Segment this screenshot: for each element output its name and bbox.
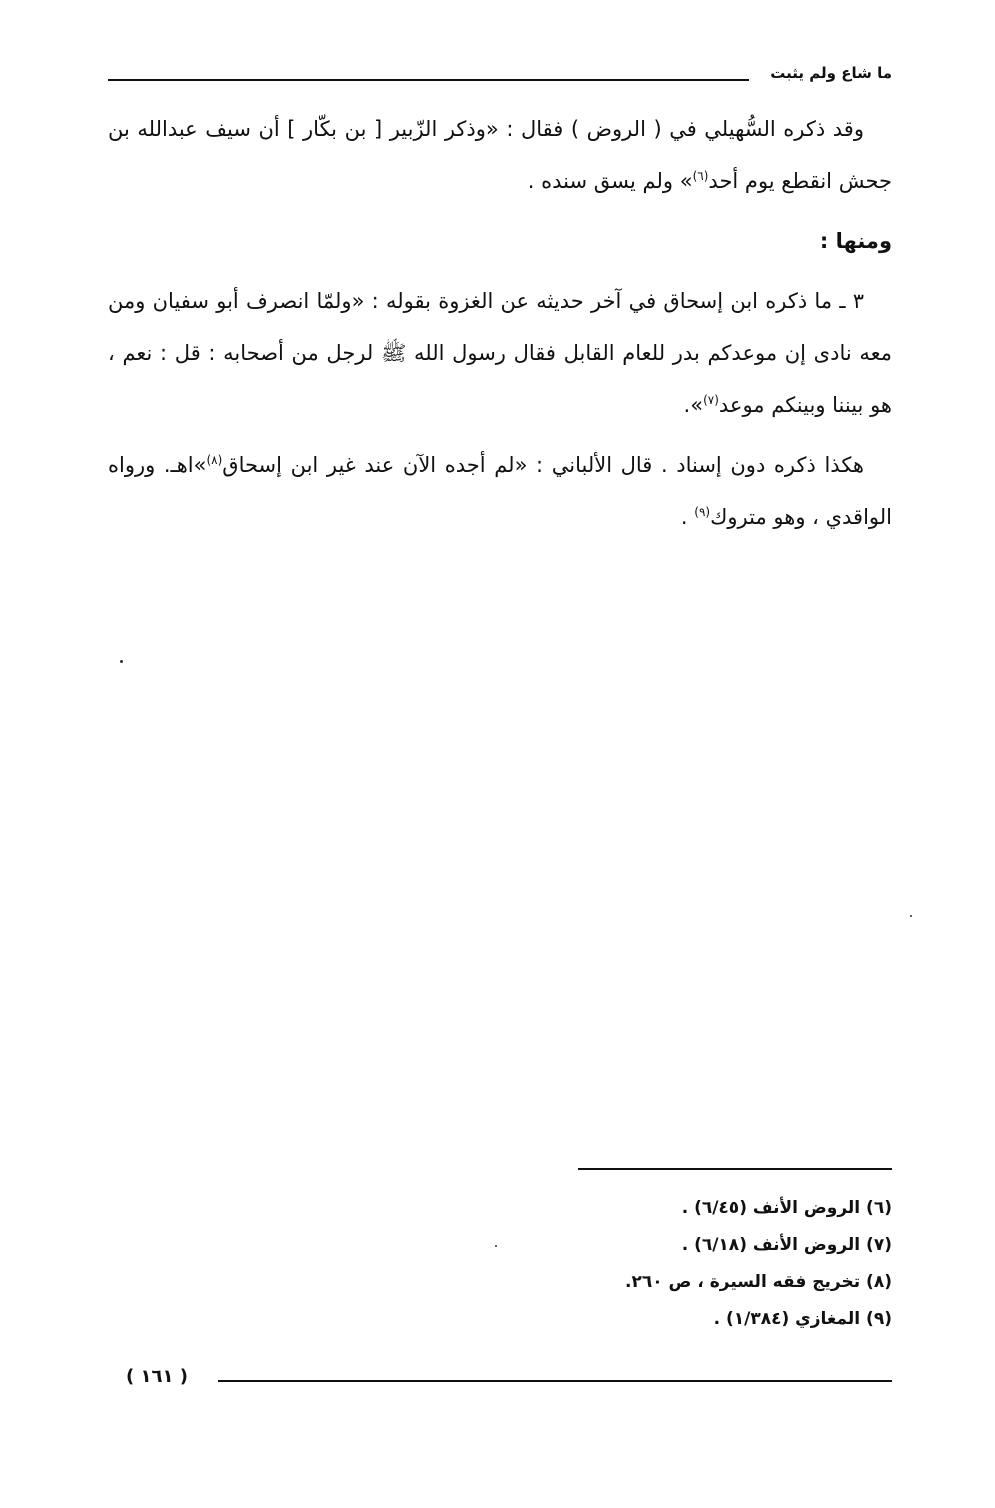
- paragraph-3-middle: »اهـ. ورواه الواقدي ، وهو متروك: [108, 453, 892, 529]
- footnote-ref-8: (٨): [206, 453, 223, 467]
- footnotes: [108, 1190, 892, 1338]
- running-header: [108, 64, 892, 90]
- footnote-ref-6: (٦): [692, 169, 709, 183]
- page-number: ( ١٦١ ): [126, 1366, 188, 1387]
- page-footer: [108, 1366, 892, 1392]
- footnote-6: (٦) الروض الأنف (٦/٤٥) .: [681, 1198, 892, 1218]
- footnote-7: (٧) الروض الأنف (٦/١٨) .: [681, 1235, 892, 1255]
- section-subheading: ومنها :: [819, 229, 892, 253]
- paragraph-1-text: وقد ذكره السُّهيلي في ( الروض ) فقال : «وذكر الزّبير [ بن بكّار ] أن سيف عبدالله بن جحش انقطع يوم أحد: [108, 117, 892, 193]
- running-header-title: ما شاع ولم يثبت: [770, 64, 892, 82]
- paragraph-1-end: » ولم يسق سنده .: [527, 169, 693, 193]
- footer-rule: [218, 1380, 892, 1382]
- main-text: [108, 103, 892, 543]
- paragraph-3: [108, 439, 892, 543]
- paragraph-2-text: ٣ ـ ما ذكره ابن إسحاق في آخر حديثه عن الغزوة بقوله : «ولمّا انصرف أبو سفيان ومن معه نادى إن موعدكم بدر للعام القابل فقال رسول الله ﷺ لرجل من أصحابه : قل : نعم ، هو بيننا وبينكم موعد: [108, 289, 892, 417]
- footnote-8: (٨) تخريج فقه السيرة ، ص ٢٦٠.: [625, 1272, 892, 1292]
- paragraph-2: [108, 275, 892, 431]
- paragraph-3-text: هكذا ذكره دون إسناد . قال الألباني : «لم أجده الآن عند غير ابن إسحاق: [222, 453, 864, 477]
- footnote-ref-9: (٩): [694, 505, 711, 519]
- paragraph-2-end: ».: [683, 393, 704, 417]
- footnote-9: (٩) المغازي (١/٣٨٤) .: [713, 1309, 892, 1329]
- header-rule: [108, 79, 749, 81]
- scan-speck: [120, 660, 123, 663]
- paragraph-1: [108, 103, 892, 207]
- paragraph-3-end: .: [680, 505, 695, 529]
- scan-speck: [910, 915, 912, 917]
- footnote-separator: [578, 1168, 892, 1170]
- footnote-ref-7: (٧): [703, 393, 719, 407]
